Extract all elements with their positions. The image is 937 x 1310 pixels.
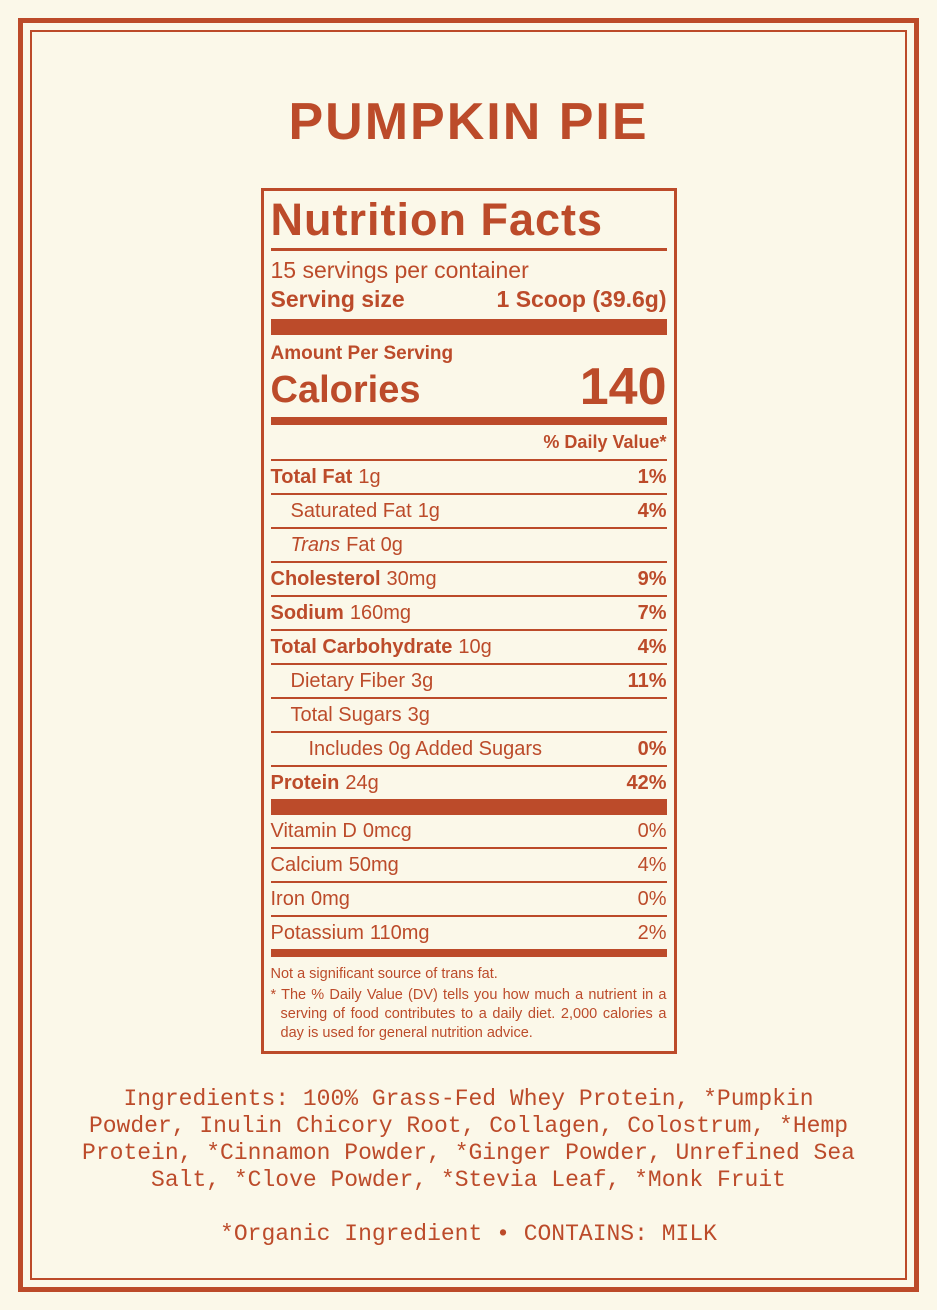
vitamin-row-potassium: [271, 917, 667, 949]
nutrient-dv: 4%: [637, 499, 667, 522]
nutrient-row-saturated-fat: [271, 495, 667, 529]
nutrient-label: Sodium: [270, 601, 344, 624]
vitamin-row-calcium: [271, 849, 667, 883]
nutrient-row-total-fat: [271, 461, 667, 495]
trans-fat-footnote: Not a significant source of trans fat.: [270, 965, 498, 982]
nutrient-row-trans-fat: [271, 529, 667, 563]
nutrient-label: Cholesterol: [270, 567, 381, 590]
nutrient-amount: 160mg: [349, 601, 411, 624]
nutrient-amount: 24g: [345, 771, 379, 794]
product-title: PUMPKIN PIE: [288, 93, 649, 151]
ingredients-line: Protein, *Cinnamon Powder, *Ginger Powder, Unrefined Sea: [82, 1139, 855, 1166]
daily-value-header: % Daily Value*: [271, 425, 667, 461]
vitamin-label: Iron: [270, 887, 305, 910]
vitamin-label: Calcium: [270, 853, 343, 876]
nutrient-label: Includes 0g Added Sugars: [308, 737, 543, 760]
ingredients-line: Salt, *Clove Powder, *Stevia Leaf, *Monk Fruit: [151, 1166, 786, 1193]
nutrient-dv: 42%: [626, 771, 667, 794]
ingredients-paragraph: [59, 1086, 879, 1194]
nutrient-label-italic: Trans: [290, 533, 341, 556]
servings-per-container: 15 servings per container: [270, 257, 529, 284]
nutrient-amount: 1g: [417, 499, 440, 522]
divider-thick-bar: [271, 319, 667, 335]
serving-size-label: Serving size: [270, 286, 405, 313]
nutrient-dv: 11%: [627, 669, 667, 692]
nutrient-rows: [271, 461, 667, 799]
vitamin-dv: 4%: [637, 853, 667, 876]
vitamin-amount: 0mcg: [362, 819, 412, 842]
vitamin-label: Vitamin D: [270, 819, 357, 842]
nutrient-amount: 1g: [358, 465, 381, 488]
nutrient-dv: 0%: [637, 737, 667, 760]
vitamin-amount: 110mg: [369, 921, 430, 944]
nutrient-label: Fat 0g: [346, 533, 403, 556]
vitamin-label: Potassium: [270, 921, 364, 944]
ingredients-line: Ingredients: 100% Grass-Fed Whey Protein, *Pumpkin: [123, 1085, 814, 1112]
vitamin-dv: 2%: [637, 921, 667, 944]
nutrient-dv: 1%: [637, 465, 667, 488]
nutrient-row-total-carbohydrate: [271, 631, 667, 665]
daily-value-footnote: * The % Daily Value (DV) tells you how much a nutrient in a serving of food contributes to a daily diet. 2,000 calories a day is used for general nutrition advice.: [270, 986, 667, 1041]
nutrient-amount: 3g: [410, 669, 434, 692]
vitamin-dv: 0%: [637, 887, 667, 910]
ingredients-line: Powder, Inulin Chicory Root, Collagen, Colostrum, *Hemp: [88, 1112, 849, 1139]
vitamin-row-vitamin-d: [271, 815, 667, 849]
nutrient-row-dietary-fiber: [271, 665, 667, 699]
vitamin-amount: 50mg: [348, 853, 399, 876]
nutrient-row-cholesterol: [271, 563, 667, 597]
nutrient-row-added-sugars: [271, 733, 667, 767]
serving-size-value: 1 Scoop (39.6g): [496, 286, 667, 313]
nutrient-row-total-sugars: [271, 699, 667, 733]
nutrient-dv: 7%: [637, 601, 667, 624]
calories-row: [270, 358, 667, 417]
nutrient-label: Total Fat: [270, 465, 353, 488]
serving-size-row: [271, 284, 667, 314]
nutrient-amount: 3g: [407, 703, 430, 726]
nutrition-facts-panel: [261, 188, 677, 1054]
nutrient-label: Total Carbohydrate: [270, 635, 453, 658]
vitamin-rows: [271, 815, 667, 949]
vitamin-row-iron: [271, 883, 667, 917]
organic-contains-note: *Organic Ingredient • CONTAINS: MILK: [220, 1220, 717, 1247]
amount-per-serving-label: Amount Per Serving: [270, 343, 454, 365]
divider-medium-bar: [271, 949, 667, 957]
vitamin-dv: 0%: [637, 819, 667, 842]
calories-value: 140: [579, 358, 667, 417]
vitamin-amount: 0mg: [310, 887, 350, 910]
nutrient-label: Protein: [270, 771, 340, 794]
nutrient-label: Dietary Fiber: [290, 669, 405, 692]
footnotes: [271, 957, 667, 1043]
divider-thick-bar: [271, 799, 667, 815]
nutrient-label: Total Sugars: [290, 703, 402, 726]
nutrient-label: Saturated Fat: [290, 499, 412, 522]
nutrient-row-sodium: [271, 597, 667, 631]
calories-label: Calories: [270, 368, 421, 411]
nutrient-amount: 10g: [458, 635, 492, 658]
nutrition-facts-heading: Nutrition Facts: [271, 193, 667, 251]
nutrient-amount: 30mg: [386, 567, 437, 590]
divider-medium-bar: [271, 417, 667, 425]
nutrient-row-protein: [271, 767, 667, 799]
nutrient-dv: 4%: [637, 635, 667, 658]
nutrient-dv: 9%: [637, 567, 667, 590]
